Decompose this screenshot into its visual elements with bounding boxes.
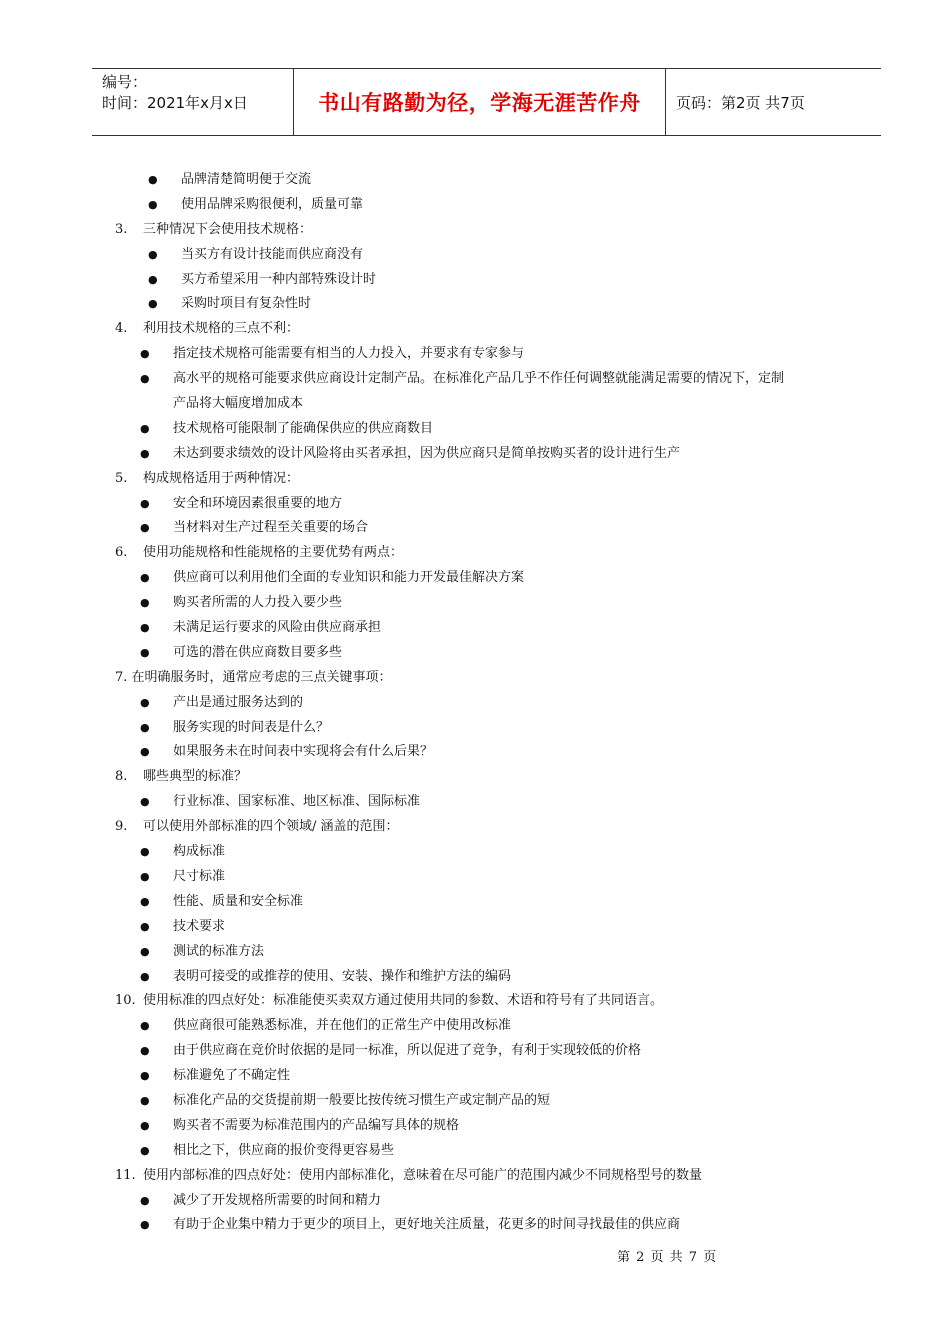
section-heading xyxy=(0,666,950,691)
list-item xyxy=(0,193,950,218)
bullet-icon: ● xyxy=(140,621,150,635)
heading-text: 7. 在明确服务时，通常应考虑的三点关键事项： xyxy=(115,669,392,685)
list-item xyxy=(0,417,950,442)
bullet-icon: ● xyxy=(140,695,150,709)
list-item xyxy=(0,691,950,716)
list-item-text: 产品将大幅度增加成本 xyxy=(173,396,304,412)
list-item xyxy=(0,442,950,467)
list-item-text: 指定技术规格可能需要有相当的人力投入，并要求有专家参与 xyxy=(173,346,525,362)
list-item-text: 表明可接受的或推荐的使用、安装、操作和维护方法的编码 xyxy=(173,968,512,984)
list-item-continuation xyxy=(0,392,950,417)
list-item xyxy=(0,292,950,317)
bullet-icon: ● xyxy=(148,297,158,311)
list-item-text: 当材料对生产过程至关重要的场合 xyxy=(173,520,369,536)
bullet-icon: ● xyxy=(140,421,150,435)
heading-text: 使用标准的四点好处：标准能使买卖双方通过使用共同的参数、术语和符号有了共同语言。 xyxy=(143,993,664,1009)
list-item-text: 服务实现的时间表是什么？ xyxy=(173,719,330,735)
list-item xyxy=(0,492,950,517)
bullet-icon: ● xyxy=(140,571,150,585)
list-item-text: 标准化产品的交货提前期一般要比按传统习惯生产或定制产品的短 xyxy=(173,1092,551,1108)
list-item-text: 高水平的规格可能要求供应商设计定制产品。在标准化产品几乎不作任何调整就能满足需要的情况下，定制 xyxy=(173,371,785,387)
list-item xyxy=(0,1189,950,1214)
list-item-text: 未满足运行要求的风险由供应商承担 xyxy=(173,620,382,636)
list-item xyxy=(0,965,950,990)
list-item xyxy=(0,915,950,940)
list-item-text: 测试的标准方法 xyxy=(173,943,265,959)
page-footer: 第 2 页 共 7 页 xyxy=(617,1250,718,1265)
bullet-icon: ● xyxy=(140,521,150,535)
list-item-text: 相比之下，供应商的报价变得更容易些 xyxy=(173,1142,395,1158)
bullet-icon: ● xyxy=(140,446,150,460)
list-item xyxy=(0,1114,950,1139)
bullet-icon: ● xyxy=(140,496,150,510)
list-item-text: 行业标准、国家标准、地区标准、国际标准 xyxy=(173,794,421,810)
heading-number: 8. xyxy=(115,769,128,785)
heading-text: 使用功能规格和性能规格的主要优势有两点： xyxy=(143,545,404,561)
header-meta xyxy=(92,69,293,135)
number-label: 编号： xyxy=(102,73,148,91)
heading-text: 使用内部标准的四点好处：使用内部标准化，意味着在尽可能广的范围内减少不同规格型号的数量 xyxy=(143,1167,703,1183)
bullet-icon: ● xyxy=(140,944,150,958)
list-item-text: 有助于企业集中精力于更少的项目上，更好地关注质量，花更多的时间寻找最佳的供应商 xyxy=(173,1217,681,1233)
document-body xyxy=(0,168,950,1238)
bullet-icon: ● xyxy=(140,347,150,361)
list-item xyxy=(0,641,950,666)
list-item-text: 技术要求 xyxy=(173,918,226,934)
bullet-icon: ● xyxy=(140,795,150,809)
list-item xyxy=(0,367,950,392)
list-item-text: 购买者所需的人力投入要少些 xyxy=(173,595,343,611)
header-motto: 书山有路勤为径，学海无涯苦作舟 xyxy=(293,69,666,135)
bullet-icon: ● xyxy=(140,969,150,983)
bullet-icon: ● xyxy=(140,372,150,386)
list-item-text: 减少了开发规格所需要的时间和精力 xyxy=(173,1192,382,1208)
section-heading xyxy=(0,218,950,243)
section-heading xyxy=(0,989,950,1014)
list-item xyxy=(0,1014,950,1039)
section-heading xyxy=(0,467,950,492)
heading-number: 10. xyxy=(115,993,136,1009)
list-item xyxy=(0,168,950,193)
list-item xyxy=(0,865,950,890)
list-item-text: 标准避免了不确定性 xyxy=(173,1068,291,1084)
bullet-icon: ● xyxy=(148,247,158,261)
list-item xyxy=(0,591,950,616)
list-item xyxy=(0,1089,950,1114)
list-item xyxy=(0,268,950,293)
list-item-text: 性能、质量和安全标准 xyxy=(173,893,304,909)
list-item-text: 尺寸标准 xyxy=(173,868,226,884)
bullet-icon: ● xyxy=(148,272,158,286)
bullet-icon: ● xyxy=(148,197,158,211)
bullet-icon: ● xyxy=(140,720,150,734)
list-item xyxy=(0,716,950,741)
bullet-icon: ● xyxy=(140,1193,150,1207)
bullet-icon: ● xyxy=(140,919,150,933)
bullet-icon: ● xyxy=(140,596,150,610)
heading-text: 利用技术规格的三点不利： xyxy=(143,321,300,337)
bullet-icon: ● xyxy=(140,1044,150,1058)
bullet-icon: ● xyxy=(140,1019,150,1033)
section-heading xyxy=(0,815,950,840)
list-item-text: 如果服务未在时间表中实现将会有什么后果？ xyxy=(173,744,434,760)
list-item xyxy=(0,940,950,965)
heading-number: 3. xyxy=(115,221,128,237)
list-item-text: 技术规格可能限制了能确保供应的供应商数目 xyxy=(173,420,434,436)
list-item-text: 供应商很可能熟悉标准，并在他们的正常生产中使用改标准 xyxy=(173,1018,512,1034)
heading-number: 6. xyxy=(115,545,128,561)
bullet-icon: ● xyxy=(140,1093,150,1107)
section-heading xyxy=(0,541,950,566)
list-item xyxy=(0,790,950,815)
list-item xyxy=(0,616,950,641)
list-item xyxy=(0,740,950,765)
list-item-text: 产出是通过服务达到的 xyxy=(173,694,304,710)
list-item-text: 由于供应商在竞价时依据的是同一标准，所以促进了竞争，有利于实现较低的价格 xyxy=(173,1043,642,1059)
bullet-icon: ● xyxy=(140,845,150,859)
list-item xyxy=(0,1213,950,1238)
list-item-text: 使用品牌采购很便利，质量可靠 xyxy=(181,196,364,212)
header-page-code: 页码：第2页 共7页 xyxy=(676,93,805,112)
heading-text: 构成规格适用于两种情况： xyxy=(143,470,300,486)
list-item-text: 可选的潜在供应商数目要多些 xyxy=(173,644,343,660)
list-item-text: 买方希望采用一种内部特殊设计时 xyxy=(181,271,377,287)
bullet-icon: ● xyxy=(148,173,158,186)
section-heading xyxy=(0,1164,950,1189)
list-item xyxy=(0,243,950,268)
list-item xyxy=(0,566,950,591)
list-item-text: 未达到要求绩效的设计风险将由买者承担，因为供应商只是简单按购买者的设计进行生产 xyxy=(173,445,681,461)
heading-text: 哪些典型的标准？ xyxy=(143,769,248,785)
bullet-icon: ● xyxy=(140,745,150,759)
heading-number: 5. xyxy=(115,470,128,486)
list-item xyxy=(0,342,950,367)
list-item-text: 构成标准 xyxy=(173,844,226,860)
heading-text: 三种情况下会使用技术规格： xyxy=(143,221,313,237)
heading-number: 9. xyxy=(115,819,128,835)
list-item xyxy=(0,516,950,541)
page-header xyxy=(92,68,881,136)
bullet-icon: ● xyxy=(140,894,150,908)
bullet-icon: ● xyxy=(140,1069,150,1083)
time-label: 时间：2021年x月x日 xyxy=(102,94,248,112)
list-item-text: 安全和环境因素很重要的地方 xyxy=(173,495,343,511)
heading-number: 11. xyxy=(115,1167,136,1183)
section-heading xyxy=(0,317,950,342)
list-item xyxy=(0,1139,950,1164)
list-item xyxy=(0,1039,950,1064)
section-heading xyxy=(0,765,950,790)
bullet-icon: ● xyxy=(140,1218,150,1232)
bullet-icon: ● xyxy=(140,1118,150,1132)
heading-number: 4. xyxy=(115,321,128,337)
list-item-text: 采购时项目有复杂性时 xyxy=(181,296,312,312)
list-item xyxy=(0,1064,950,1089)
list-item-text: 当买方有设计技能而供应商没有 xyxy=(181,246,364,262)
heading-text: 可以使用外部标准的四个领域/ 涵盖的范围： xyxy=(143,819,399,835)
bullet-icon: ● xyxy=(140,1143,150,1157)
list-item xyxy=(0,890,950,915)
list-item-text: 供应商可以利用他们全面的专业知识和能力开发最佳解决方案 xyxy=(173,570,525,586)
list-item xyxy=(0,840,950,865)
bullet-icon: ● xyxy=(140,645,150,659)
list-item-text: 品牌清楚简明便于交流 xyxy=(181,172,312,187)
bullet-icon: ● xyxy=(140,869,150,883)
list-item-text: 购买者不需要为标准范围内的产品编写具体的规格 xyxy=(173,1117,460,1133)
